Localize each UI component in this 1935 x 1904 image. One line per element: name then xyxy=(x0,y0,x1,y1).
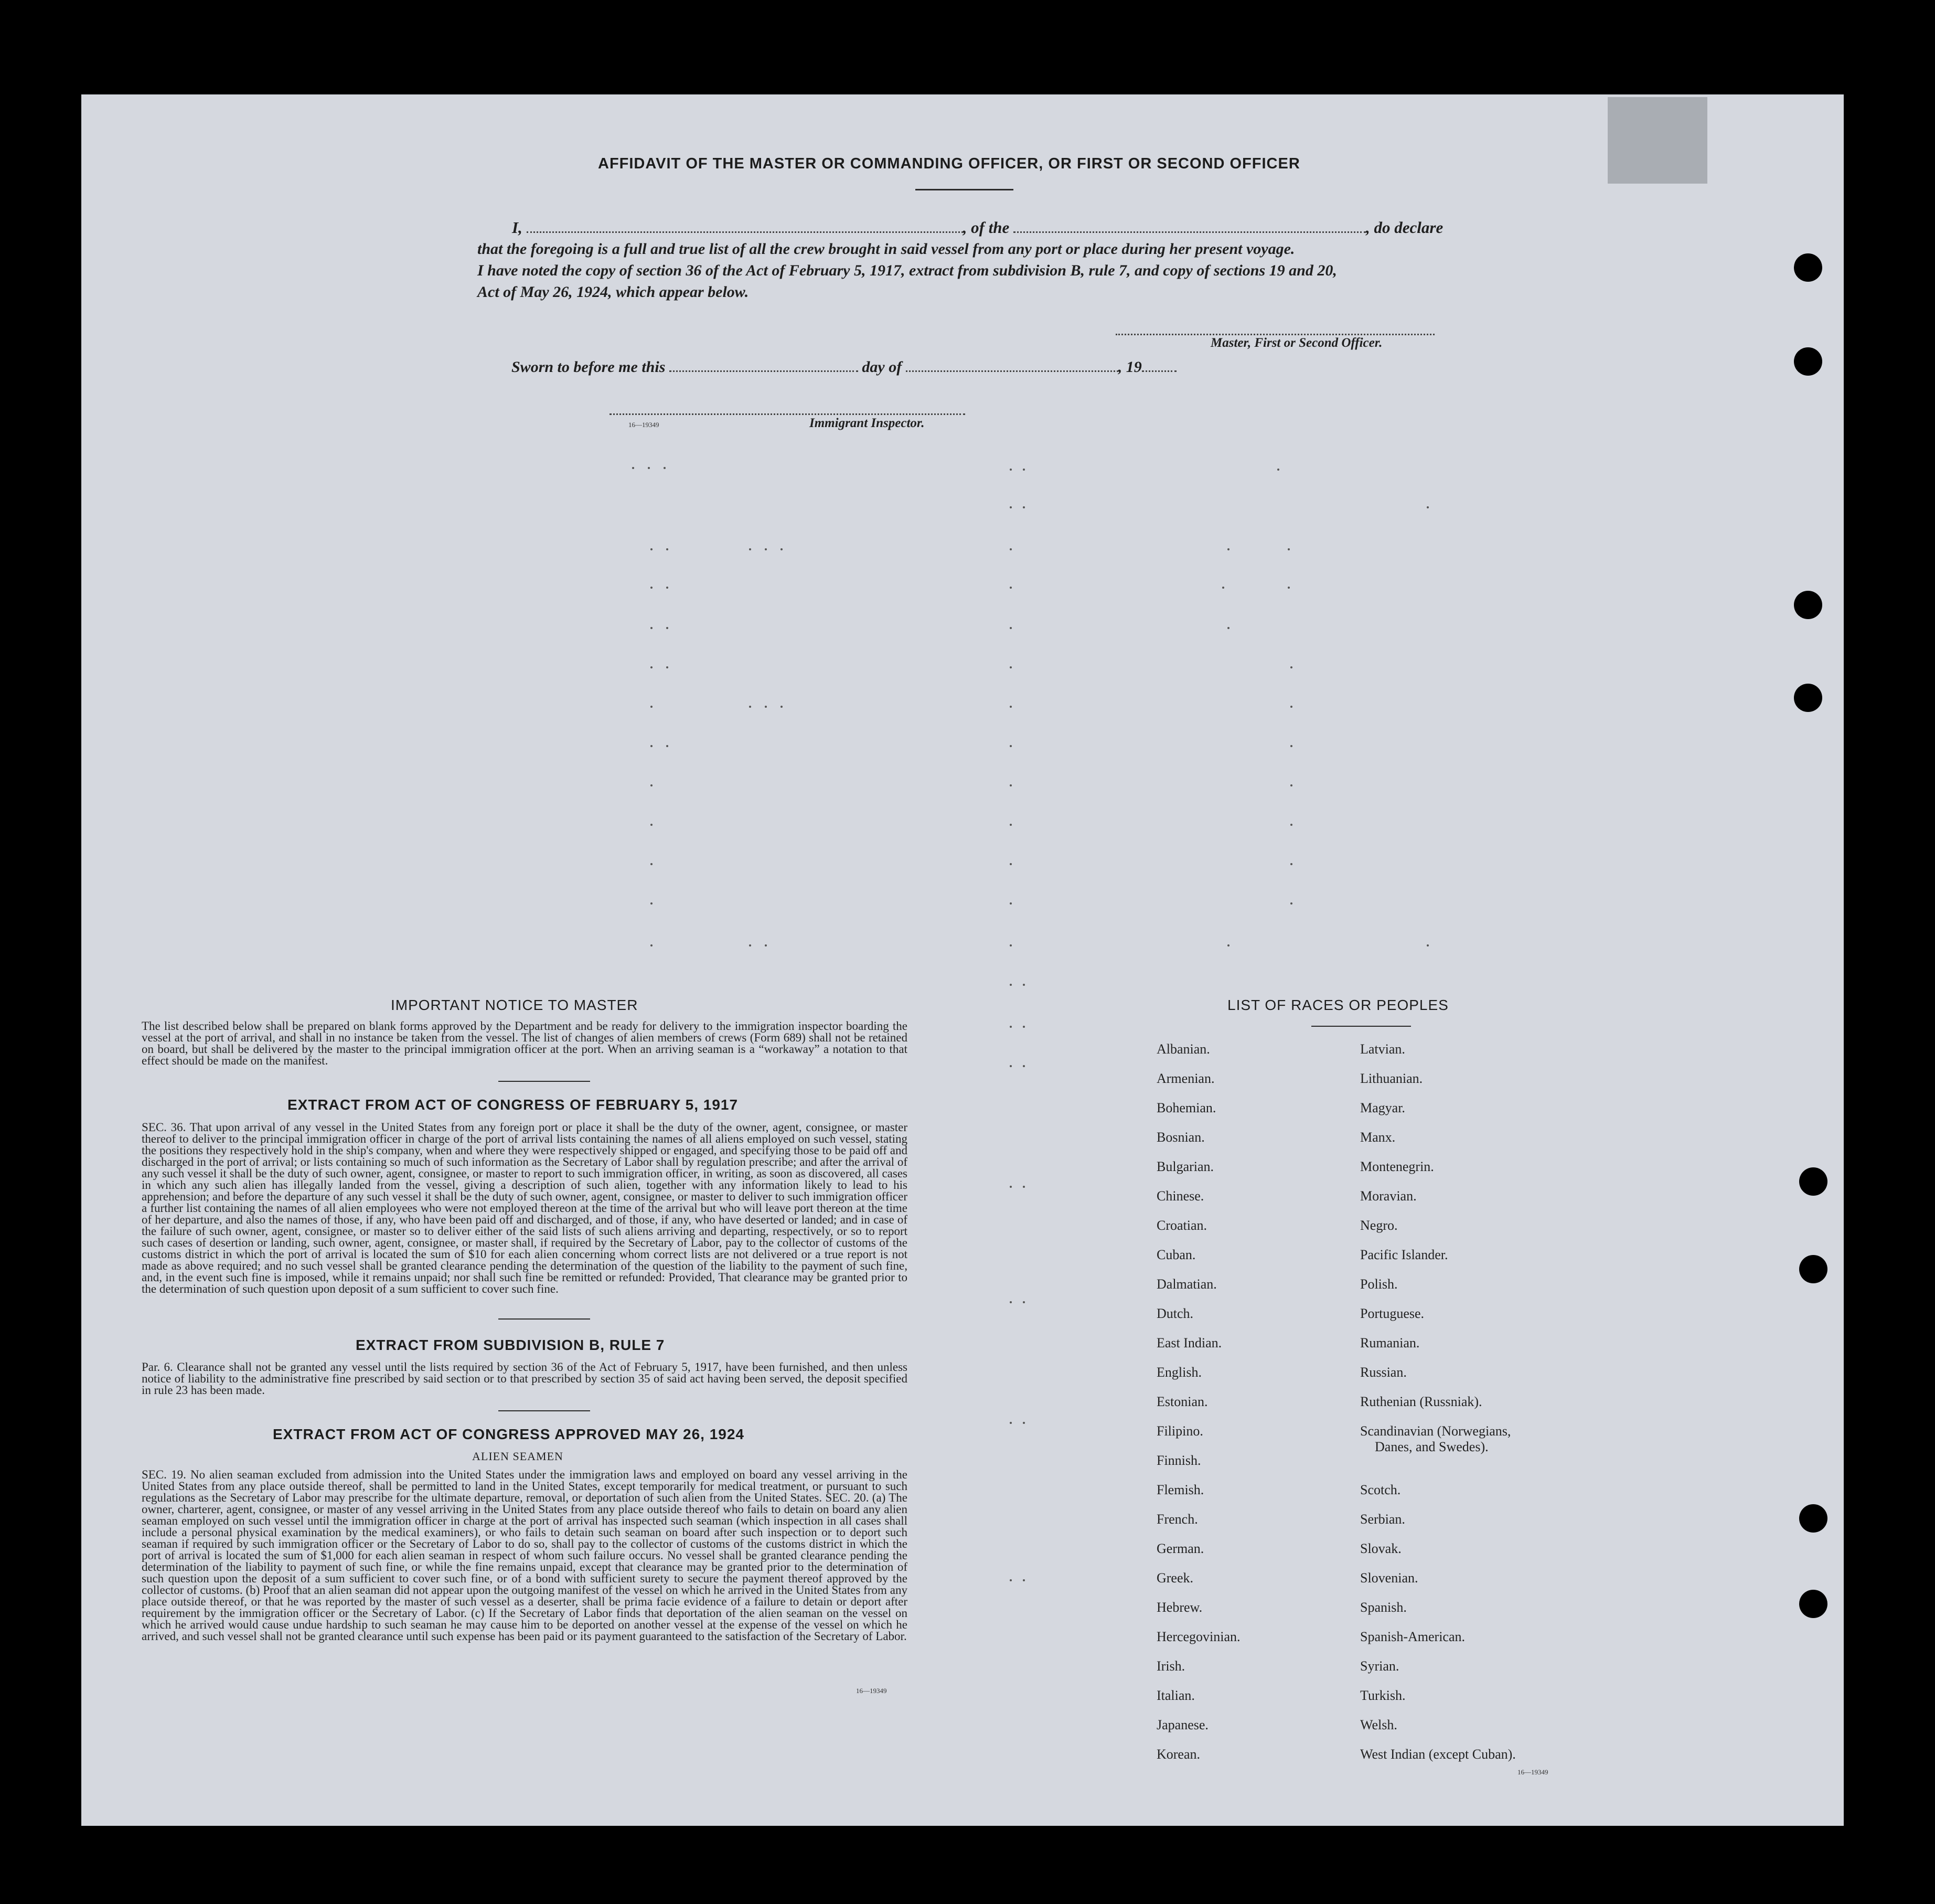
day-of-label: day of xyxy=(862,358,902,376)
extract-1917-rule xyxy=(498,1318,590,1320)
of-the-label: , of the xyxy=(963,218,1010,237)
sworn-day-field[interactable] xyxy=(669,361,858,372)
binder-hole xyxy=(1799,1255,1827,1283)
race-item: German. xyxy=(1157,1541,1204,1556)
sworn-year-field[interactable] xyxy=(1142,361,1177,372)
rule-7-title: EXTRACT FROM SUBDIVISION B, RULE 7 xyxy=(356,1337,665,1353)
races-rule xyxy=(1311,1026,1411,1027)
master-signature-label: Master, First or Second Officer. xyxy=(1211,336,1383,350)
race-item: Spanish. xyxy=(1360,1600,1407,1615)
race-item: Filipino. xyxy=(1157,1423,1203,1439)
race-item: Pacific Islander. xyxy=(1360,1247,1448,1262)
race-item: Chinese. xyxy=(1157,1188,1204,1204)
binder-hole xyxy=(1794,684,1822,712)
race-item: Manx. xyxy=(1360,1130,1396,1145)
form-number-bottom-right: 16—19349 xyxy=(1517,1768,1548,1776)
race-item: Rumanian. xyxy=(1360,1335,1420,1350)
race-item: Montenegrin. xyxy=(1360,1159,1434,1174)
race-item: Japanese. xyxy=(1157,1717,1209,1732)
race-item: Spanish-American. xyxy=(1360,1629,1466,1644)
extract-1924-title: EXTRACT FROM ACT OF CONGRESS APPROVED MAY 26, 1924 xyxy=(273,1426,744,1442)
extract-1917-text: SEC. 36. That upon arrival of any vessel in the United States from any foreign port or place it shall be the duty of the owner, agent, consignee, or master thereof to deliver to the principal immigration officer in charge of the port of arrival lists containing the names of all aliens employed on such vessel, stating the positions they respectively hold in the ship's company, when and where they were respectively shipped or engaged, and specifying those to be paid off and discharged in the port of arrival; or lists containing so much of such information as the Secretary of Labor shall by regulation prescribe; and after the arrival of any such vessel it shall be the duty of such owner, agent, consignee, or master to report to such immigration officer, in writing, as soon as discovered, all cases in which any such alien has illegally landed from the vessel, giving a description of such alien, together with any information likely to lead to his apprehension; and before the departure of any such vessel it shall be the duty of such owner, agent, consignee, or master to deliver to such immigration officer a further list containing the names of all alien employees who were not employed thereon at the time of the arrival but who will leave port thereon at the time of her departure, and also the names of those, if any, who have been paid off and discharged, and of those, if any, who have deserted or landed; and in case of the failure of such owner, agent, consignee, or master so to deliver either of the said lists of such aliens arriving and departing, respectively, or so to report such cases of desertion or landing, such owner, agent, consignee, or master shall, if required by the Secretary of Labor, pay to the collector of customs of the customs district in which the port of arrival is located the sum of $10 for each alien concerning whom correct lists are not delivered or a true report is not made as above required; and no such vessel shall be granted clearance pending the determination of the question of the liability to the payment of such fine, and, in the event such fine is imposed, while it remains unpaid; nor shall such fine be remitted or refunded: Provided, That clearance may be granted prior to the determination of such question upon deposit of a sum sufficient to cover such fine. xyxy=(142,1121,907,1295)
affidavit-title: AFFIDAVIT OF THE MASTER OR COMMANDING OFFICER, OR FIRST OR SECOND OFFICER xyxy=(598,155,1300,172)
race-item: Bulgarian. xyxy=(1157,1159,1214,1174)
race-item: Magyar. xyxy=(1360,1100,1405,1115)
race-item: Irish. xyxy=(1157,1658,1185,1674)
notice-title: IMPORTANT NOTICE TO MASTER xyxy=(391,997,638,1013)
race-item: Albanian. xyxy=(1157,1041,1210,1057)
form-number-top: 16—19349 xyxy=(628,421,659,429)
extract-1924-text: SEC. 19. No alien seaman excluded from admission into the United States under the immigration laws and employed on board any vessel arriving in the United States from any place outside thereof, shall be permitted to land in the United States, except temporarily for medical treatment, or pursuant to such regulations as the Secretary of Labor may prescribe for the ultimate departure, removal, or deportation of such alien from the United States. SEC. 20. (a) The owner, charterer, agent, consignee, or master of any vessel arriving in the United States from any place outside thereof who fails to detain on board any alien seaman employed on such vessel until the immigration officer in charge at the port of arrival has inspected such seaman (which inspection in all cases shall include a personal physical examination by the medical examiners), or who fails to detain such seaman on board after such inspection or to deport such seaman if required by such immigration officer or the Secretary of Labor to do so, shall pay to the collector of customs of the customs district in which the port of arrival is located the sum of $1,000 for each alien seaman in respect of whom such failure occurs. No vessel shall be granted clearance pending the determination of the liability to payment of such fine, or while the fine remains unpaid, except that clearance may be granted prior to the determination of such question upon the deposit of a sum sufficient to cover such fine, or of a bond with sufficient surety to secure the payment thereof approved by the collector of customs. (b) Proof that an alien seaman did not appear upon the outgoing manifest of the vessel on which he arrived in the United States from any place outside thereof, or that he was reported by the master of such vessel as a deserter, shall be prima facie evidence of a failure to detain or deport after requirement by the immigration officer or the Secretary of Labor. (c) If the Secretary of Labor finds that deportation of the alien seaman on the vessel on which he arrived would cause undue hardship to such seaman he may cause him to be deported on another vessel at the expense of the vessel on which he arrived, and such vessel shall not be granted clearance until such expense has been paid or its payment guaranteed to the satisfaction of the Secretary of Labor. xyxy=(142,1468,907,1643)
affidavit-line-4: Act of May 26, 1924, which appear below. xyxy=(477,283,749,301)
race-item: Scandinavian (Norwegians, xyxy=(1360,1423,1511,1439)
inspector-signature-line[interactable] xyxy=(610,404,965,415)
race-item: Finnish. xyxy=(1157,1453,1201,1468)
sworn-month-field[interactable] xyxy=(906,361,1118,372)
race-item: Hercegovinian. xyxy=(1157,1629,1241,1644)
binder-hole xyxy=(1799,1504,1827,1533)
race-item: Armenian. xyxy=(1157,1071,1215,1086)
race-item: Portuguese. xyxy=(1360,1306,1425,1321)
sworn-line xyxy=(511,358,1177,376)
binder-hole xyxy=(1794,253,1822,282)
race-item: Serbian. xyxy=(1360,1512,1405,1527)
race-item: Latvian. xyxy=(1360,1041,1405,1057)
races-left-column xyxy=(1157,1041,1241,1776)
race-item: East Indian. xyxy=(1157,1335,1222,1350)
binder-hole xyxy=(1799,1590,1827,1618)
race-item: French. xyxy=(1157,1512,1198,1527)
form-number-bottom-left: 16—19349 xyxy=(856,1687,887,1695)
race-item: Ruthenian (Russniak). xyxy=(1360,1394,1482,1409)
race-item: Syrian. xyxy=(1360,1658,1399,1674)
affidavit-line-3: I have noted the copy of section 36 of the Act of February 5, 1917, extract from subdivision B, rule 7, and copy of sections 19 and 20, xyxy=(477,262,1337,279)
race-item: Croatian. xyxy=(1157,1218,1207,1233)
race-item: Scotch. xyxy=(1360,1482,1401,1497)
race-item: Turkish. xyxy=(1360,1688,1406,1703)
race-item: Negro. xyxy=(1360,1218,1398,1233)
extract-1917-title: EXTRACT FROM ACT OF CONGRESS OF FEBRUARY 5, 1917 xyxy=(287,1097,739,1113)
vessel-name-field[interactable] xyxy=(1013,222,1366,233)
paper-tab xyxy=(1608,97,1707,184)
race-item: Dalmatian. xyxy=(1157,1277,1217,1292)
race-item: West Indian (except Cuban). xyxy=(1360,1747,1516,1762)
notice-rule xyxy=(498,1081,590,1082)
race-item: Russian. xyxy=(1360,1365,1407,1380)
race-item: Italian. xyxy=(1157,1688,1195,1703)
do-declare-label: , do declare xyxy=(1366,218,1444,237)
race-item: Bosnian. xyxy=(1157,1130,1205,1145)
race-item: Welsh. xyxy=(1360,1717,1397,1732)
race-item: Danes, and Swedes). xyxy=(1375,1439,1489,1454)
inspector-label: Immigrant Inspector. xyxy=(809,416,925,430)
race-item: Bohemian. xyxy=(1157,1100,1216,1115)
race-item: Hebrew. xyxy=(1157,1600,1203,1615)
race-item: Cuban. xyxy=(1157,1247,1196,1262)
races-title: LIST OF RACES OR PEOPLES xyxy=(1227,997,1449,1013)
race-item: Slovenian. xyxy=(1360,1570,1418,1586)
year-label: , 19 xyxy=(1118,358,1142,376)
affidavit-line-2: that the foregoing is a full and true list of all the crew brought in said vessel from any port or place during her present voyage. xyxy=(477,240,1295,258)
race-item: Polish. xyxy=(1360,1277,1398,1292)
title-rule xyxy=(915,189,1013,190)
sworn-label: Sworn to before me this xyxy=(511,358,666,376)
alien-seamen-subtitle: ALIEN SEAMEN xyxy=(472,1450,563,1463)
rule-7-text: Par. 6. Clearance shall not be granted any vessel until the lists required by section 36 of the Act of February 5, 1917, have been furnished, and then unless notice of liability to the administrative fine prescribed by said section or to that prescribed by section 35 of said act having been served, the deposit specified in rule 23 has been made. xyxy=(142,1360,907,1397)
race-item: Flemish. xyxy=(1157,1482,1204,1497)
master-name-field[interactable] xyxy=(527,222,963,233)
binder-hole xyxy=(1794,347,1822,376)
master-signature-line[interactable] xyxy=(1116,324,1435,335)
race-item: English. xyxy=(1157,1365,1202,1380)
races-right-column xyxy=(1360,1041,1516,1776)
rule-7-rule xyxy=(498,1410,590,1411)
race-item: Moravian. xyxy=(1360,1188,1417,1204)
race-item: Dutch. xyxy=(1157,1306,1194,1321)
binder-hole xyxy=(1799,1167,1827,1196)
race-item: Greek. xyxy=(1157,1570,1194,1586)
race-item: Slovak. xyxy=(1360,1541,1402,1556)
race-item: Lithuanian. xyxy=(1360,1071,1423,1086)
affidavit-text xyxy=(477,217,1453,303)
i-label: I, xyxy=(512,218,522,237)
binder-hole xyxy=(1794,591,1822,619)
race-item: Korean. xyxy=(1157,1747,1201,1762)
notice-text: The list described below shall be prepared on blank forms approved by the Department and be ready for delivery to the immigration inspector boarding the vessel at the port of arrival, and shall in no instance be taken from the vessel. The list of changes of alien members of crews (Form 689) shall not be retained on board, but shall be delivered by the master to the principal immigration officer at the port. When an arriving seaman is a “workaway” a notation to that effect should be made on the manifest. xyxy=(142,1019,907,1067)
race-item: Estonian. xyxy=(1157,1394,1208,1409)
